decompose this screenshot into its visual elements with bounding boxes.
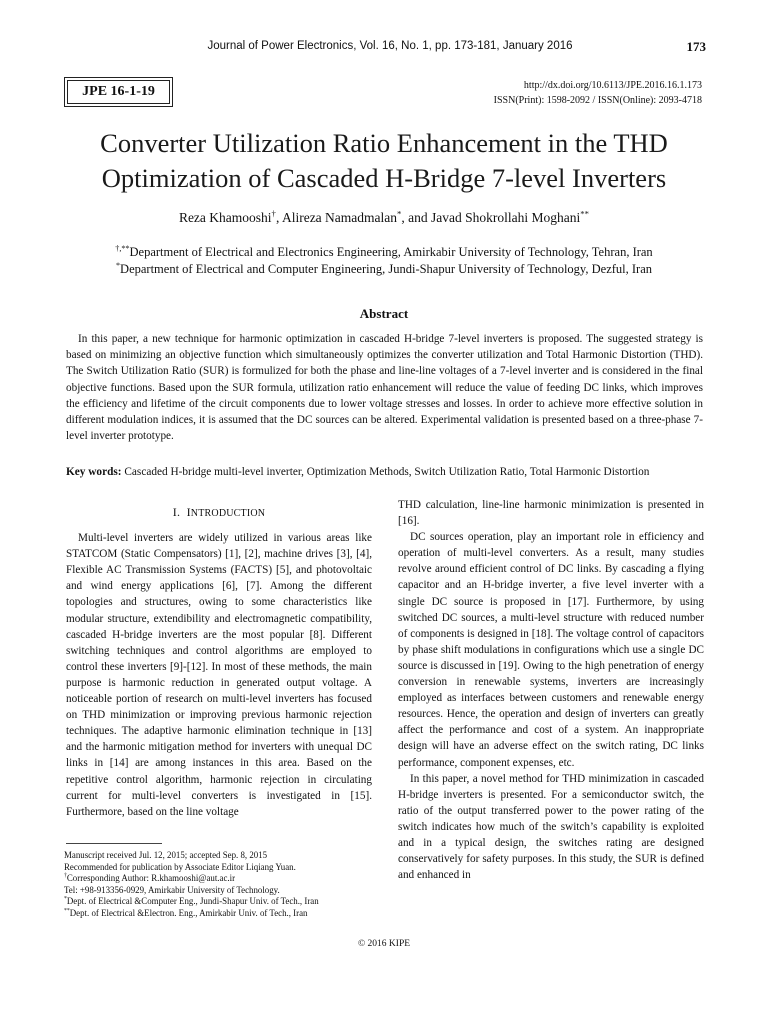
author-name: and Javad Shokrollahi Moghani (408, 210, 581, 225)
footnote-text: Recommended for publication by Associate Editor Liqiang Yuan. (64, 861, 296, 872)
author-mark: * (397, 208, 402, 219)
footnote (64, 850, 374, 862)
section-number: I. (172, 505, 181, 519)
copyright-footer: © 2016 KIPE (357, 939, 411, 949)
jpe-code-box: JPE 16-1-19 (67, 80, 170, 104)
keywords-label: Key words: (66, 466, 122, 478)
doi-link[interactable]: http://dx.doi.org/10.6113/JPE.2016.16.1.173 (523, 80, 702, 91)
paper-title (40, 126, 728, 196)
affiliation-line (40, 261, 728, 278)
footnote-text: Dept. of Electrical &Computer Eng., Jundi-Shapur Univ. of Tech., Iran (66, 896, 319, 907)
page-number: 173 (686, 39, 706, 54)
affiliation-mark: †,** (115, 243, 130, 253)
body-paragraph: DC sources operation, play an important role in efficiency and operation of multi-level converters. As a result, many studies revolve around efficient control of DC links. By cascading a flying capacitor and an H-bridge inverter, a five level inverter with a single DC source is proposed in [17]. Furthermore, by using switched DC sources, a multi-level structure with reduced number of components is designed in [18]. The voltage control of capacitors by phase shift modulations in configurations which use a single DC source is discussed in [19]. Owing to the high penetration of energy conversion in renewable systems, inverters are increasingly employed as interfaces between customers and renewable energy resources. Hence, the operation and design of inverters can greatly affect the performance and cost of a system. An inappropriate design will have an adverse effect on the switch rating, DC links performance, component expenses, etc. (398, 531, 704, 769)
title-line-1: Converter Utilization Ratio Enhancement in the THD (100, 128, 668, 158)
footnote-divider (66, 843, 162, 844)
body-paragraph: Multi-level inverters are widely utilized in various areas like STATCOM (Static Compensators) [1], [2], machine drives [3], [4], Flexible AC Transmission Systems (FACTS) [5], and photovoltaic and wind energy applications [6], [7]. Among the different topologies and structures, owing to some characteristics like modular structure, extendibility and electromagnetic compatibility, cascaded H-bridge inverters are the most popular [8]. Different switching techniques and control algorithms are employed to control these inverters [9]-[12]. In most of these methods, the main purpose is harmonic reduction in generated output voltage. A noticeable portion of research on multi-level inverters has focused on THD minimization or improving previous harmonic rejection techniques. The adaptive harmonic elimination technique in [13] and the harmonic mitigation method for inverters with unequal DC links in [14] are among instances in this area. Based on the repetitive control algorithm, harmonic rejection in circulating current for multi-level converters is investigated in [15]. Furthermore, based on the line voltage (66, 532, 372, 818)
body-paragraph: THD calculation, line-line harmonic minimization is presented in [16]. (398, 499, 704, 528)
section-title-rest: NTRODUCTION (190, 508, 266, 519)
affiliation-line (40, 244, 728, 261)
author-name: Reza Khamooshi (178, 210, 272, 225)
keywords-text: Cascaded H-bridge multi-level inverter, Optimization Methods, Switch Utilization Ratio, Total Harmonic Distortion (124, 466, 650, 478)
footnote-mark: ** (64, 908, 70, 914)
body-paragraph: In this paper, a novel method for THD minimization in cascaded H-bridge inverters is presented. For a semiconductor switch, the ratio of the output transferred power to the power rating of the switch indicates how much of the switch’s capability is exploited and in a typical design, the switches rating are designed conservatively for safety purposes. In this study, the SUR is defined and enhanced in (398, 772, 704, 882)
section-heading (66, 504, 372, 522)
footnote-text: Dept. of Electrical &Electron. Eng., Amirkabir Univ. of Tech., Iran (69, 907, 308, 918)
footnote (64, 885, 374, 897)
footnote-text: Manuscript received Jul. 12, 2015; accepted Sep. 8, 2015 (64, 850, 268, 860)
author-list: Reza Khamooshi†, Alireza Namadmalan*, and Javad Shokrollahi Moghani** (178, 208, 590, 225)
footnote-mark: † (64, 873, 67, 880)
abstract-heading: Abstract (359, 306, 409, 321)
left-column (66, 497, 372, 820)
footnote-mark: * (64, 896, 67, 903)
right-column (398, 497, 704, 883)
journal-citation: Journal of Power Electronics, Vol. 16, No. 1, pp. 173-181, January 2016 (207, 40, 573, 52)
footnote (64, 908, 374, 920)
affiliation-text: Department of Electrical and Computer Engineering, Jundi-Shapur University of Technology, Dezful, Iran (120, 262, 652, 276)
affiliation-mark: * (115, 260, 121, 270)
author-mark: ** (580, 208, 590, 219)
footnote (64, 896, 374, 908)
author-name: Alireza Namadmalan (281, 210, 398, 225)
author-mark: † (271, 208, 276, 219)
footnote-text: Tel: +98-913356-0929, Amirkabir University of Technology. (64, 884, 280, 895)
keywords (66, 466, 716, 478)
issn-line: ISSN(Print): 1598-2092 / ISSN(Online): 2093-4718 (493, 95, 702, 106)
footnote (64, 873, 374, 885)
title-line-2: Optimization of Cascaded H-Bridge 7-level Inverters (101, 163, 667, 193)
footnote (64, 862, 374, 874)
affiliation-text: Department of Electrical and Electronics Engineering, Amirkabir University of Technology, Tehran, Iran (129, 245, 653, 259)
doi-block (494, 78, 702, 108)
footnote-text: Corresponding Author: R.khamooshi@aut.ac.ir (66, 873, 236, 884)
affiliations (40, 244, 728, 278)
footnotes (64, 850, 374, 920)
abstract-text: In this paper, a new technique for harmonic optimization in cascaded H-bridge 7-level inverters is proposed. The suggested strategy is based on minimizing an objective function which simultaneously optimizes the converter utilization and Total Harmonic Distortion (THD). The Switch Utilization Ratio (SUR) is formulized for both the phase and line-line voltages of a 7-level inverter and is considered in the final objective functions. Based upon the SUR formula, utilization ratio enhancement will reduce the value of feeding DC links, which improves the efficiency and lifetime of the circuit components due to lower voltage stresses and losses. In order to achieve more effective solution in different modulation indices, it is assumed that the DC sources can be altered. Experimental validation is presented based on a three-phase 7-level inverter prototype. (66, 333, 703, 443)
section-title-initial: I (186, 505, 191, 519)
